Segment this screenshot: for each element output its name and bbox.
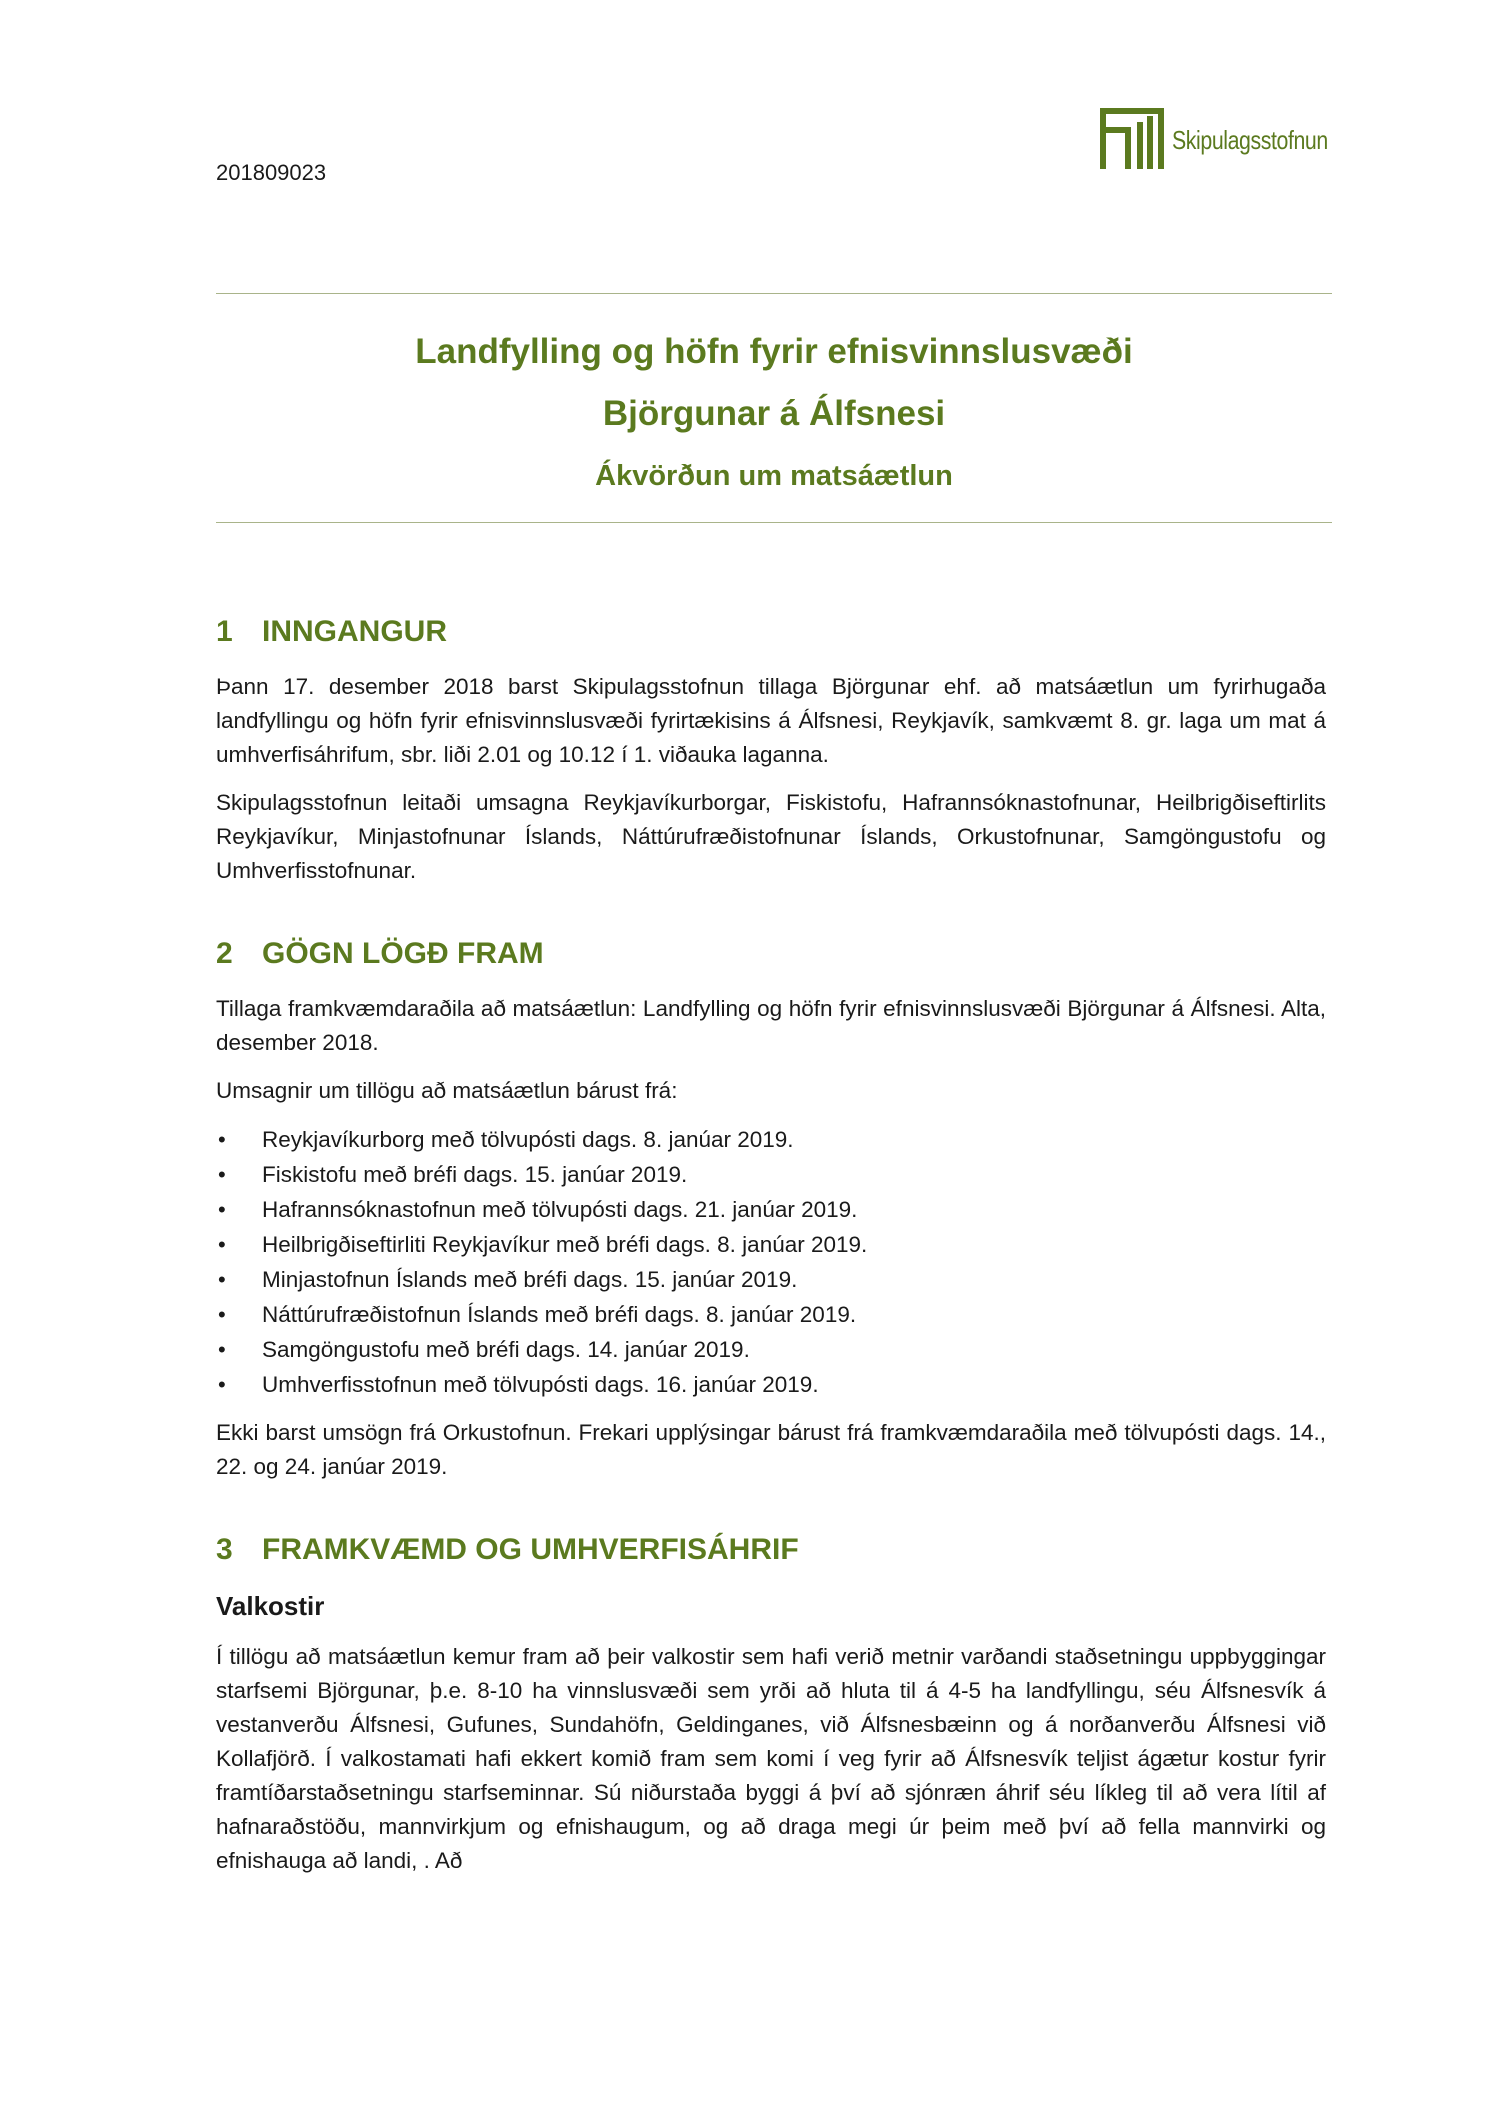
- list-item: • Náttúrufræðistofnun Íslands með bréfi dags. 8. janúar 2019.: [216, 1297, 1326, 1332]
- list-item: • Heilbrigðiseftirliti Reykjavíkur með bréfi dags. 8. janúar 2019.: [216, 1227, 1326, 1262]
- paragraph: Þann 17. desember 2018 barst Skipulagsstofnun tillaga Björgunar ehf. að matsáætlun um fyrirhugaða landfyllingu og höfn fyrir efnisvinnslusvæði fyrirtækisins á Álfsnesi, Reykjavík, samkvæmt 8. gr. laga um mat á umhverfisáhrifum, sbr. liði 2.01 og 10.12 í 1. viðauka laganna.: [216, 674, 1326, 767]
- document-number: 201809023: [216, 160, 327, 185]
- section-number: 3: [216, 1533, 233, 1566]
- list-item: • Fiskistofu með bréfi dags. 15. janúar 2019.: [216, 1157, 1326, 1192]
- list-item: • Hafrannsóknastofnun með tölvupósti dags. 21. janúar 2019.: [216, 1192, 1326, 1227]
- document-body: [216, 612, 1326, 1892]
- title-line-2: Björgunar á Álfsnesi: [602, 394, 946, 433]
- section-2: [216, 934, 1326, 1484]
- section-title: GÖGN LÖGÐ FRAM: [262, 937, 544, 970]
- bullet-list: [216, 1122, 1326, 1402]
- logo-text: Skipulagsstofnun: [1172, 124, 1328, 155]
- section-number: 2: [216, 937, 233, 970]
- subheading: Valkostir: [216, 1591, 325, 1621]
- top-divider: [216, 293, 1332, 294]
- section-title: FRAMKVÆMD OG UMHVERFISÁHRIF: [262, 1533, 799, 1566]
- section-3: [216, 1530, 1326, 1878]
- list-item: • Minjastofnun Íslands með bréfi dags. 15. janúar 2019.: [216, 1262, 1326, 1297]
- list-item: • Umhverfisstofnun með tölvupósti dags. 16. janúar 2019.: [216, 1367, 1326, 1402]
- list-item: • Samgöngustofu með bréfi dags. 14. janúar 2019.: [216, 1332, 1326, 1367]
- title-line-1: Landfylling og höfn fyrir efnisvinnslusvæði: [415, 332, 1133, 371]
- skipulagsstofnun-logo-icon: [1100, 108, 1164, 172]
- paragraph: Tillaga framkvæmdaraðila að matsáætlun: Landfylling og höfn fyrir efnisvinnslusvæði Björgunar á Álfsnesi. Alta, desember 2018.: [216, 996, 1326, 1055]
- list-item: • Reykjavíkurborg með tölvupósti dags. 8. janúar 2019.: [216, 1122, 1326, 1157]
- paragraph: Umsagnir um tillögu að matsáætlun bárust frá:: [216, 1078, 678, 1103]
- paragraph: Skipulagsstofnun leitaði umsagna Reykjavíkurborgar, Fiskistofu, Hafrannsóknastofnunar, Heilbrigðiseftirlits Reykjavíkur, Minjastofnunar Íslands, Náttúrufræðistofnunar Íslands, Orkustofnunar, Samgöngustofu og Umhverfisstofnunar.: [216, 790, 1326, 883]
- paragraph: Ekki barst umsögn frá Orkustofnun. Frekari upplýsingar bárust frá framkvæmdaraðila með tölvupósti dags. 14., 22. og 24. janúar 2019.: [216, 1420, 1326, 1479]
- bottom-divider: [216, 522, 1332, 523]
- section-number: 1: [216, 615, 233, 648]
- section-heading: [216, 934, 1326, 974]
- section-heading: [216, 612, 1326, 652]
- section-1: [216, 612, 1326, 888]
- title-line-3: Ákvörðun um matsáætlun: [595, 460, 953, 492]
- section-title: INNGANGUR: [262, 615, 447, 648]
- paragraph: Í tillögu að matsáætlun kemur fram að þeir valkostir sem hafi verið metnir varðandi staðsetningu uppbyggingar starfsemi Björgunar, þ.e. 8-10 ha vinnslusvæði sem yrði að hluta til á 4-5 ha landfyllingu, séu Álfsnesvík á vestanverðu Álfsnesi, Gufunes, Sundahöfn, Geldinganes, við Álfsnesbæinn og á norðanverðu Álfsnesi við Kollafjörð. Í valkostamati hafi ekkert komið fram sem komi í veg fyrir að Álfsnesvík teljist ágætur kostur fyrir framtíðarstaðsetningu starfseminnar. Sú niðurstaða byggi á því að sjónræn áhrif séu líkleg til að vera lítil af hafnaraðstöðu, mannvirkjum og efnishaugum, og að draga megi úr þeim með því að fella mannvirki og efnishauga að landi, . Að: [216, 1644, 1326, 1873]
- section-heading: [216, 1530, 1326, 1570]
- agency-logo: [1100, 108, 1362, 172]
